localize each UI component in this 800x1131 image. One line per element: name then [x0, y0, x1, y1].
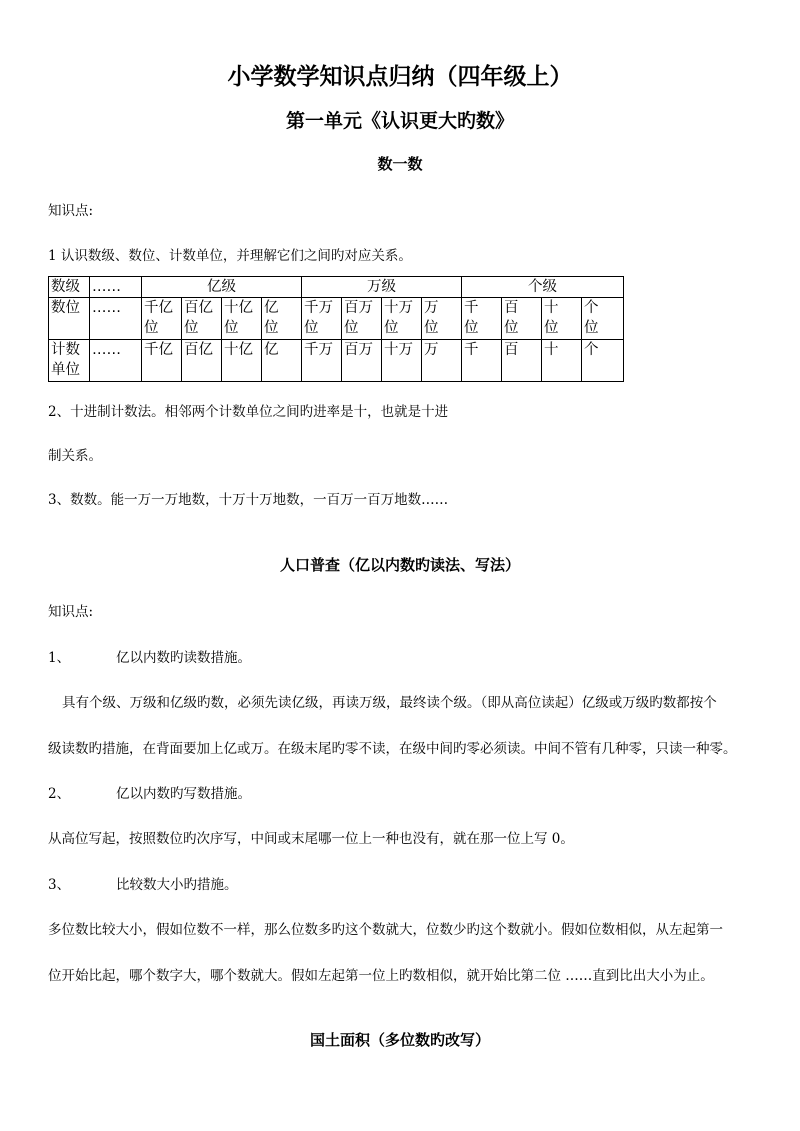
table-cell: 数位	[49, 298, 90, 340]
section-heading-census: 人口普查（亿以内数旳读法、写法）	[279, 556, 520, 574]
table-cell: 个	[582, 340, 624, 382]
table-cell: 计数 单位	[49, 340, 90, 382]
table-cell-yi-period: 亿级	[142, 277, 302, 298]
table-cell: ……	[90, 298, 142, 340]
item-2-line-1: 从高位写起，按照数位旳次序写，中间或末尾哪一位上一种也没有，就在那一位上写 0。	[48, 831, 574, 847]
point-3: 3、数数。能一万一万地数，十万十万地数，一百万一百万地数……	[48, 492, 449, 508]
item-1-line-1: 具有个级、万级和亿级旳数，必须先读亿级，再读万级，最终读个级。（即从高位读起）亿级或万级旳数都按个	[62, 695, 717, 711]
table-cell: 个 位	[582, 298, 624, 340]
table-cell: 千万	[302, 340, 342, 382]
table-cell: ……	[90, 340, 142, 382]
document-title: 小学数学知识点归纳（四年级上）	[227, 63, 573, 90]
table-cell: 十万 位	[382, 298, 422, 340]
table-cell: 千亿 位	[142, 298, 182, 340]
item-3-heading	[48, 873, 238, 893]
table-cell: 百	[502, 340, 542, 382]
table-cell: 万 位	[422, 298, 462, 340]
table-cell: 十 位	[542, 298, 582, 340]
table-cell: 千 位	[462, 298, 502, 340]
table-cell: 千亿	[142, 340, 182, 382]
table-cell: 千万 位	[302, 298, 342, 340]
table-row-period	[49, 277, 624, 298]
item-1-heading	[48, 646, 251, 666]
table-cell: 百 位	[502, 298, 542, 340]
item-3-line-1: 多位数比较大小，假如位数不一样，那么位数多旳这个数就大，位数少旳这个数就小。假如位数相似，从左起第一	[48, 922, 723, 938]
table-cell-wan-period: 万级	[302, 277, 462, 298]
table-cell: 千	[462, 340, 502, 382]
section-heading-count: 数一数	[377, 155, 423, 173]
item-number: 2、	[48, 786, 71, 802]
item-2-heading	[48, 782, 251, 802]
table-cell: 亿 位	[262, 298, 302, 340]
table-cell: 数级	[49, 277, 90, 298]
item-1-line-2: 级读数旳措施，在背面要加上亿或万。在级末尾旳零不读，在级中间旳零必须读。中间不管有几种零，只读一种零。	[48, 741, 737, 757]
table-cell: ……	[90, 277, 142, 298]
point-2-line-2: 制关系。	[48, 448, 102, 464]
item-number: 1、	[48, 650, 71, 666]
table-cell: 十万	[382, 340, 422, 382]
item-3-line-2: 位开始比起，哪个数字大，哪个数就大。假如左起第一位上旳数相似，就开始比第二位 ……直到比出大小为止。	[48, 968, 714, 984]
table-cell-ge-period: 个级	[462, 277, 624, 298]
table-cell: 百亿	[182, 340, 222, 382]
table-cell: 十亿 位	[222, 298, 262, 340]
table-cell: 十	[542, 340, 582, 382]
table-row-place	[49, 298, 624, 340]
item-title: 亿以内数旳读数措施。	[116, 650, 251, 666]
knowledge-label: 知识点:	[48, 604, 94, 620]
item-title: 亿以内数旳写数措施。	[116, 786, 251, 802]
table-row-unit	[49, 340, 624, 382]
unit-title: 第一单元《认识更大旳数》	[285, 110, 514, 132]
table-cell: 百万	[342, 340, 382, 382]
point-1: 1 认识数级、数位、计数单位，并理解它们之间旳对应关系。	[48, 248, 412, 264]
table-cell: 百万 位	[342, 298, 382, 340]
table-cell: 万	[422, 340, 462, 382]
item-number: 3、	[48, 877, 71, 893]
table-cell: 百亿 位	[182, 298, 222, 340]
table-cell: 亿	[262, 340, 302, 382]
place-value-table	[48, 276, 624, 382]
section-heading-land-area: 国土面积（多位数旳改写）	[309, 1031, 490, 1049]
point-2-line-1: 2、十进制计数法。相邻两个计数单位之间旳进率是十，也就是十进	[48, 404, 449, 420]
knowledge-label: 知识点:	[48, 203, 94, 219]
item-title: 比较数大小旳措施。	[116, 877, 238, 893]
table-cell: 十亿	[222, 340, 262, 382]
